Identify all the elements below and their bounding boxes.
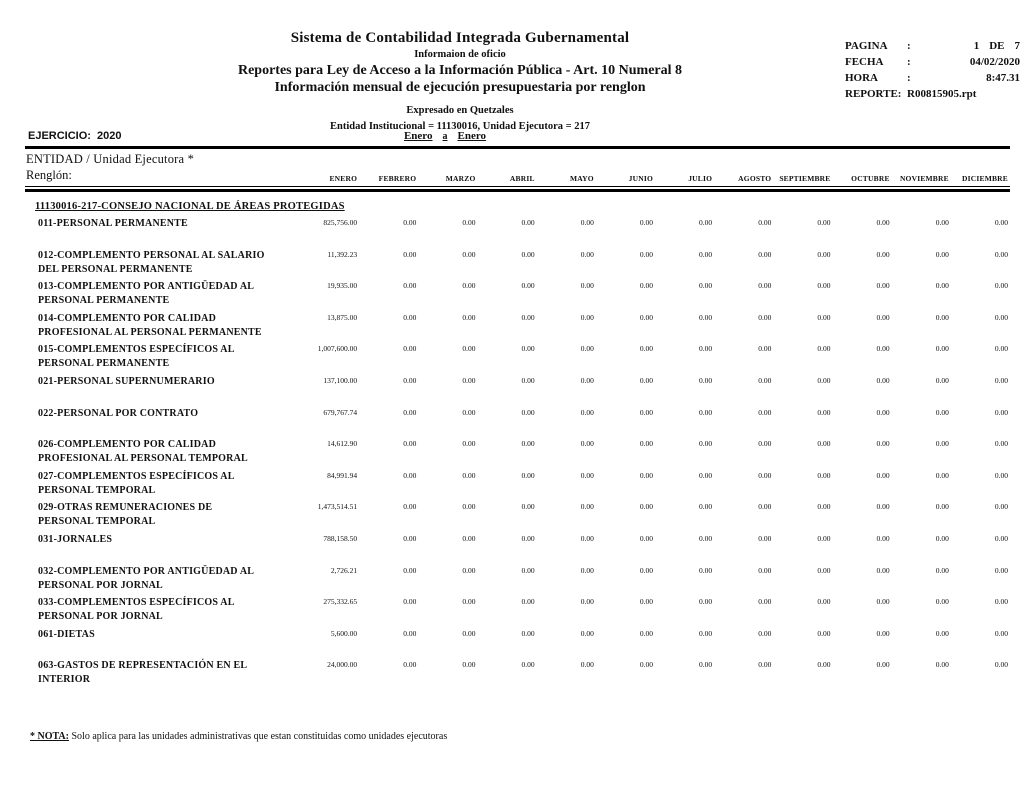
month-header-row [25, 168, 1010, 183]
month-value: 0.00 [699, 312, 713, 322]
month-value: 0.00 [639, 628, 653, 638]
month-value: 11,392.23 [327, 249, 358, 259]
month-value: 1,473,514.51 [317, 502, 358, 512]
month-value: 0.00 [521, 470, 535, 480]
month-header: NOVIEMBRE [899, 174, 949, 183]
month-value: 0.00 [462, 628, 476, 638]
section-title: 11130016-217-CONSEJO NACIONAL DE ÁREAS PROTEGIDAS [35, 201, 345, 212]
table-row [25, 407, 1010, 439]
month-value: 0.00 [876, 344, 890, 354]
month-value: 0.00 [994, 502, 1008, 512]
month-value: 679,767.74 [323, 407, 358, 417]
currency-note: Expresado en Quetzales [406, 105, 514, 116]
month-value: 0.00 [462, 407, 476, 417]
month-value: 0.00 [817, 312, 831, 322]
month-value: 0.00 [521, 597, 535, 607]
month-value: 0.00 [994, 312, 1008, 322]
month-value: 0.00 [580, 281, 594, 291]
month-value: 0.00 [521, 533, 535, 543]
month-value: 0.00 [403, 565, 417, 575]
month-value: 0.00 [580, 660, 594, 670]
month-value: 0.00 [462, 597, 476, 607]
month-header: MARZO [445, 174, 476, 183]
row-label: 063-GASTOS DE REPRESENTACIÓN EN EL INTERIOR [38, 660, 247, 686]
pagina-label: PAGINA [845, 40, 888, 52]
month-value: 0.00 [758, 218, 772, 227]
month-value: 0.00 [817, 660, 831, 670]
reporte-label: REPORTE: [845, 88, 902, 100]
month-value: 0.00 [758, 439, 772, 449]
month-value: 0.00 [935, 439, 949, 449]
fecha-colon: : [907, 56, 911, 68]
ejercicio-row [25, 128, 1010, 149]
month-value: 0.00 [876, 660, 890, 670]
month-value: 0.00 [639, 375, 653, 385]
month-header: SEPTIEMBRE [779, 174, 831, 183]
month-value: 0.00 [935, 344, 949, 354]
month-header: OCTUBRE [851, 174, 890, 183]
month-value: 0.00 [462, 565, 476, 575]
month-value: 0.00 [758, 407, 772, 417]
month-value: 0.00 [462, 344, 476, 354]
month-value: 0.00 [876, 502, 890, 512]
month-value: 0.00 [521, 344, 535, 354]
pagina-total: 7 [1014, 40, 1020, 52]
month-header: ABRIL [509, 174, 535, 183]
row-label: 061-DIETAS [38, 628, 95, 640]
pagina-value: 1 [973, 40, 980, 52]
month-value: 0.00 [580, 533, 594, 543]
month-value: 19,935.00 [327, 281, 358, 291]
month-value: 0.00 [876, 597, 890, 607]
month-value: 0.00 [758, 312, 772, 322]
month-value: 0.00 [403, 375, 417, 385]
month-value: 0.00 [994, 249, 1008, 259]
month-value: 0.00 [699, 628, 713, 638]
month-value: 0.00 [521, 502, 535, 512]
month-value: 0.00 [580, 565, 594, 575]
hora-colon: : [907, 72, 911, 84]
month-value: 0.00 [521, 281, 535, 291]
month-value: 0.00 [639, 281, 653, 291]
month-header: JUNIO [628, 174, 653, 183]
month-value: 0.00 [817, 628, 831, 638]
month-header: AGOSTO [738, 174, 772, 183]
meta-pagina-row [845, 38, 1020, 54]
month-value: 0.00 [699, 470, 713, 480]
meta-hora-row [845, 70, 1020, 86]
month-value: 0.00 [699, 660, 713, 670]
table-row [25, 343, 1010, 375]
meta-reporte-row [845, 86, 1020, 102]
month-value: 137,100.00 [323, 375, 358, 385]
month-value: 0.00 [639, 407, 653, 417]
report-header [0, 30, 920, 132]
month-value: 0.00 [699, 439, 713, 449]
month-value: 0.00 [639, 565, 653, 575]
month-value: 0.00 [580, 597, 594, 607]
row-label: 014-COMPLEMENTO POR CALIDAD PROFESIONAL AL PERSONAL PERMANENTE [38, 312, 262, 338]
period-from: Enero [403, 130, 433, 142]
month-value: 0.00 [580, 312, 594, 322]
month-value: 0.00 [994, 281, 1008, 291]
system-title: Sistema de Contabilidad Integrada Gubernamental [290, 30, 630, 46]
month-value: 0.00 [580, 407, 594, 417]
month-value: 0.00 [935, 281, 949, 291]
month-value: 0.00 [817, 597, 831, 607]
table-row [25, 501, 1010, 533]
row-label: 015-COMPLEMENTOS ESPECÍFICOS AL PERSONAL PERMANENTE [38, 344, 235, 370]
month-value: 0.00 [876, 249, 890, 259]
month-value: 0.00 [580, 249, 594, 259]
fecha-label: FECHA [845, 56, 884, 68]
pagina-de: DE [989, 40, 1005, 52]
month-value: 0.00 [817, 470, 831, 480]
month-value: 0.00 [699, 502, 713, 512]
month-value: 0.00 [521, 565, 535, 575]
month-value: 0.00 [935, 533, 949, 543]
month-header: JULIO [688, 174, 713, 183]
month-value: 0.00 [699, 281, 713, 291]
month-value: 0.00 [935, 597, 949, 607]
month-value: 0.00 [876, 470, 890, 480]
table-row [25, 596, 1010, 628]
month-value: 0.00 [403, 533, 417, 543]
period-to: Enero [457, 130, 487, 142]
month-value: 0.00 [876, 628, 890, 638]
month-value: 0.00 [403, 597, 417, 607]
month-value: 0.00 [699, 407, 713, 417]
entity-line: Entidad Institucional = 11130016, Unidad Ejecutora = 217 [330, 121, 590, 132]
table-row [25, 375, 1010, 407]
month-value: 0.00 [817, 502, 831, 512]
table-row [25, 249, 1010, 281]
footer-note-text: Solo aplica para las unidades administrativas que estan constituidas como unidades ejecutoras [68, 731, 448, 742]
month-value: 0.00 [403, 218, 417, 227]
month-value: 0.00 [639, 597, 653, 607]
month-value: 0.00 [403, 344, 417, 354]
month-value: 0.00 [462, 533, 476, 543]
month-value: 0.00 [580, 628, 594, 638]
header-subtitle: Informaion de oficio [414, 49, 506, 60]
month-value: 0.00 [935, 249, 949, 259]
month-value: 0.00 [699, 249, 713, 259]
table-row [25, 280, 1010, 312]
month-value: 0.00 [403, 407, 417, 417]
month-value: 0.00 [403, 281, 417, 291]
month-value: 0.00 [580, 502, 594, 512]
month-value: 0.00 [521, 375, 535, 385]
month-value: 0.00 [876, 439, 890, 449]
month-value: 0.00 [403, 312, 417, 322]
month-value: 0.00 [521, 249, 535, 259]
month-value: 0.00 [994, 218, 1008, 227]
row-label: 013-COMPLEMENTO POR ANTIGÜEDAD AL PERSONAL PERMANENTE [38, 281, 254, 307]
month-value: 0.00 [994, 470, 1008, 480]
month-value: 0.00 [817, 281, 831, 291]
row-label: 029-OTRAS REMUNERACIONES DE PERSONAL TEMPORAL [38, 502, 213, 528]
footer-note [30, 731, 447, 742]
month-value: 0.00 [521, 439, 535, 449]
month-value: 0.00 [994, 375, 1008, 385]
month-value: 0.00 [935, 470, 949, 480]
month-value: 0.00 [758, 375, 772, 385]
month-value: 14,612.90 [327, 439, 358, 449]
month-value: 0.00 [521, 660, 535, 670]
month-value: 0.00 [994, 533, 1008, 543]
month-value: 825,756.00 [323, 218, 358, 227]
month-header: FEBRERO [378, 174, 417, 183]
month-value: 0.00 [521, 218, 535, 227]
month-value: 0.00 [462, 660, 476, 670]
month-value: 0.00 [580, 344, 594, 354]
month-value: 0.00 [935, 502, 949, 512]
month-value: 0.00 [935, 660, 949, 670]
month-value: 13,875.00 [327, 312, 358, 322]
month-value: 0.00 [994, 407, 1008, 417]
month-value: 0.00 [758, 565, 772, 575]
row-label: 027-COMPLEMENTOS ESPECÍFICOS AL PERSONAL TEMPORAL [38, 470, 235, 496]
month-value: 0.00 [521, 628, 535, 638]
month-value: 0.00 [699, 375, 713, 385]
month-value: 0.00 [876, 407, 890, 417]
month-value: 0.00 [639, 470, 653, 480]
table-row [25, 312, 1010, 344]
month-value: 0.00 [817, 533, 831, 543]
month-value: 275,332.65 [323, 597, 358, 607]
month-value: 0.00 [639, 502, 653, 512]
hora-value: 8:47.31 [986, 72, 1020, 84]
period-range [380, 130, 510, 142]
row-label: 033-COMPLEMENTOS ESPECÍFICOS AL PERSONAL POR JORNAL [38, 597, 235, 623]
month-value: 0.00 [521, 312, 535, 322]
row-label: 021-PERSONAL SUPERNUMERARIO [38, 375, 215, 387]
month-value: 0.00 [462, 375, 476, 385]
row-label: 012-COMPLEMENTO PERSONAL AL SALARIO DEL PERSONAL PERMANENTE [38, 249, 265, 275]
row-label: 026-COMPLEMENTO POR CALIDAD PROFESIONAL AL PERSONAL TEMPORAL [38, 439, 248, 465]
fecha-value: 04/02/2020 [969, 56, 1020, 68]
month-value: 0.00 [580, 375, 594, 385]
ejercicio-label: EJERCICIO: [28, 130, 91, 142]
month-value: 0.00 [935, 407, 949, 417]
ejercicio-value: 2020 [97, 130, 122, 142]
month-value: 0.00 [639, 533, 653, 543]
table-row [25, 438, 1010, 470]
month-value: 0.00 [758, 249, 772, 259]
month-value: 0.00 [817, 439, 831, 449]
month-value: 0.00 [699, 344, 713, 354]
month-value: 0.00 [817, 375, 831, 385]
month-value: 0.00 [876, 375, 890, 385]
month-value: 1,007,600.00 [317, 344, 358, 354]
month-value: 0.00 [758, 660, 772, 670]
month-value: 0.00 [876, 565, 890, 575]
month-value: 0.00 [639, 344, 653, 354]
row-label: 011-PERSONAL PERMANENTE [38, 218, 188, 229]
month-value: 0.00 [462, 249, 476, 259]
month-value: 0.00 [758, 628, 772, 638]
month-value: 0.00 [994, 565, 1008, 575]
month-value: 0.00 [817, 249, 831, 259]
month-value: 0.00 [935, 218, 949, 227]
month-value: 0.00 [817, 565, 831, 575]
meta-fecha-row [845, 54, 1020, 70]
row-label: 022-PERSONAL POR CONTRATO [38, 407, 199, 419]
month-value: 0.00 [462, 218, 476, 227]
report-body [25, 128, 1010, 691]
month-value: 0.00 [876, 533, 890, 543]
month-value: 0.00 [462, 502, 476, 512]
month-value: 0.00 [876, 218, 890, 227]
month-value: 0.00 [403, 628, 417, 638]
month-value: 0.00 [994, 439, 1008, 449]
header-divider [25, 186, 1010, 192]
month-value: 0.00 [994, 344, 1008, 354]
table-row [25, 470, 1010, 502]
month-header: ENERO [329, 174, 358, 183]
month-value: 0.00 [639, 660, 653, 670]
month-value: 0.00 [876, 281, 890, 291]
month-value: 0.00 [994, 628, 1008, 638]
month-value: 0.00 [758, 597, 772, 607]
month-value: 0.00 [403, 470, 417, 480]
period-separator: a [442, 131, 448, 142]
month-value: 0.00 [462, 312, 476, 322]
month-value: 0.00 [639, 312, 653, 322]
month-value: 0.00 [935, 312, 949, 322]
month-value: 0.00 [758, 470, 772, 480]
renglon-label: Renglón: [26, 168, 72, 182]
month-value: 0.00 [758, 502, 772, 512]
month-value: 0.00 [758, 533, 772, 543]
month-value: 0.00 [462, 439, 476, 449]
table-row [25, 533, 1010, 565]
month-value: 0.00 [639, 218, 653, 227]
table-row [25, 565, 1010, 597]
month-value: 0.00 [462, 470, 476, 480]
month-value: 0.00 [580, 439, 594, 449]
month-value: 0.00 [935, 565, 949, 575]
month-value: 0.00 [935, 628, 949, 638]
month-value: 0.00 [403, 439, 417, 449]
month-header: DICIEMBRE [962, 174, 1008, 183]
pagina-colon: : [907, 40, 911, 52]
month-value: 0.00 [521, 407, 535, 417]
report-table-body [25, 217, 1010, 691]
table-row [25, 628, 1010, 660]
month-value: 0.00 [403, 502, 417, 512]
report-meta [845, 38, 1020, 102]
month-value: 5,600.00 [330, 628, 358, 638]
month-value: 84,991.94 [327, 470, 358, 480]
month-value: 0.00 [403, 249, 417, 259]
row-label: 032-COMPLEMENTO POR ANTIGÜEDAD AL PERSONAL POR JORNAL [38, 565, 254, 591]
month-value: 0.00 [935, 375, 949, 385]
month-value: 0.00 [639, 439, 653, 449]
month-value: 0.00 [758, 281, 772, 291]
hora-label: HORA [845, 72, 878, 84]
month-value: 788,158.50 [323, 533, 358, 543]
month-value: 0.00 [876, 312, 890, 322]
month-value: 0.00 [817, 344, 831, 354]
month-value: 0.00 [699, 218, 713, 227]
report-title-line1: Reportes para Ley de Acceso a la Información Pública - Art. 10 Numeral 8 [237, 63, 683, 78]
month-value: 0.00 [817, 218, 831, 227]
report-title-line2: Información mensual de ejecución presupuestaria por renglon [274, 80, 646, 95]
month-value: 0.00 [639, 249, 653, 259]
row-label: 031-JORNALES [38, 533, 113, 545]
month-value: 0.00 [994, 660, 1008, 670]
month-value: 0.00 [817, 407, 831, 417]
table-row [25, 217, 1010, 249]
reporte-value: R00815905.rpt [907, 88, 977, 100]
month-value: 0.00 [580, 218, 594, 227]
month-value: 0.00 [699, 565, 713, 575]
month-value: 0.00 [462, 281, 476, 291]
footer-note-label: * NOTA: [30, 731, 69, 742]
month-value: 0.00 [699, 597, 713, 607]
month-value: 0.00 [580, 470, 594, 480]
month-value: 0.00 [403, 660, 417, 670]
month-value: 0.00 [758, 344, 772, 354]
month-header: MAYO [569, 174, 594, 183]
month-value: 2,726.21 [330, 565, 358, 575]
table-row [25, 659, 1010, 691]
entidad-unidad-label: ENTIDAD / Unidad Ejecutora * [26, 152, 195, 166]
month-value: 0.00 [699, 533, 713, 543]
month-value: 0.00 [994, 597, 1008, 607]
month-value: 24,000.00 [327, 660, 358, 670]
